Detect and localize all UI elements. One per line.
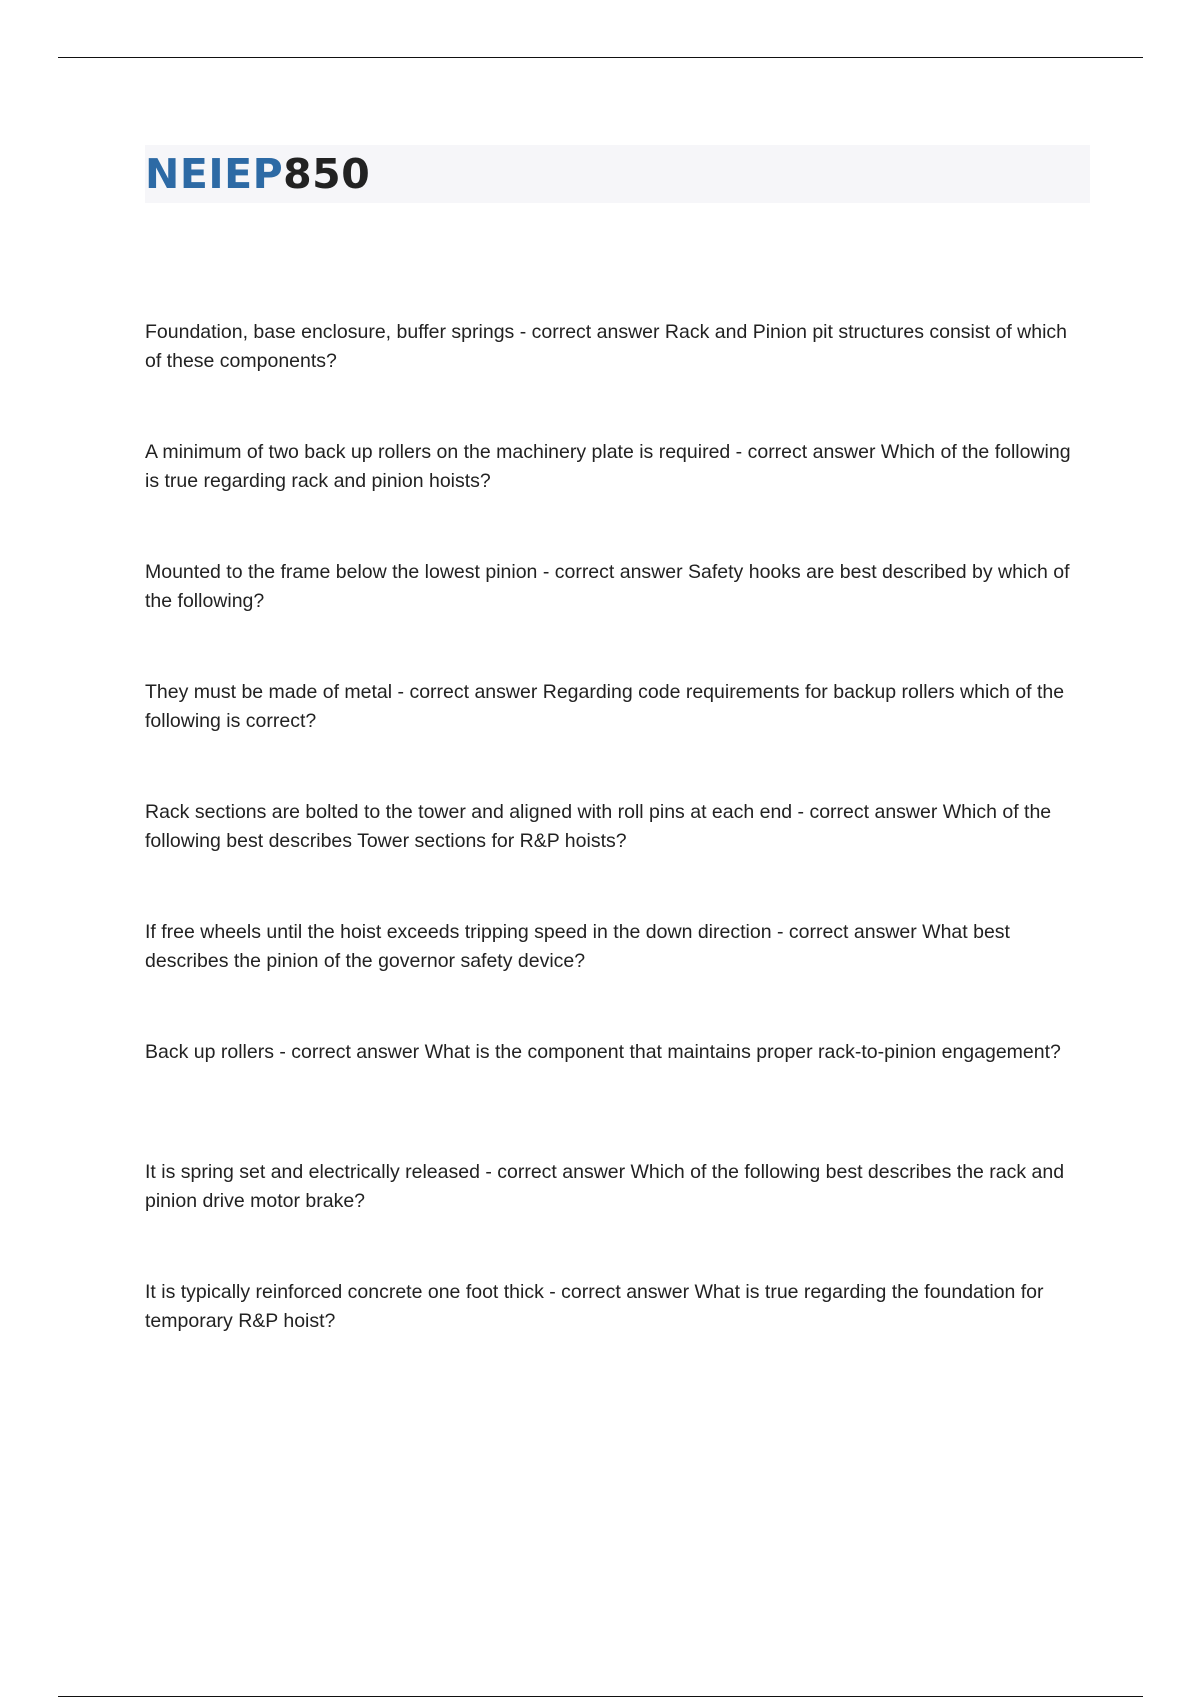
- title-band: [145, 145, 1090, 203]
- qa-item: Rack sections are bolted to the tower and aligned with roll pins at each end - correct answer Which of the following best describes Tower sections for R&P hoists?: [145, 801, 1052, 852]
- qa-list: [145, 318, 1085, 1398]
- qa-item: Mounted to the frame below the lowest pinion - correct answer Safety hooks are best described by which of the following?: [145, 561, 1070, 612]
- qa-item: Back up rollers - correct answer What is the component that maintains proper rack-to-pinion engagement?: [145, 1041, 1061, 1063]
- qa-item: A minimum of two back up rollers on the machinery plate is required - correct answer Which of the following is true regarding rack and pinion hoists?: [145, 441, 1071, 492]
- qa-item: It is spring set and electrically released - correct answer Which of the following best describes the rack and pinion drive motor brake?: [145, 1161, 1065, 1212]
- top-rule: [58, 57, 1143, 58]
- qa-item: Foundation, base enclosure, buffer springs - correct answer Rack and Pinion pit structures consist of which of these components?: [145, 321, 1068, 372]
- qa-item: If free wheels until the hoist exceeds tripping speed in the down direction - correct answer What best describes the pinion of the governor safety device?: [145, 921, 1010, 972]
- document-title: [145, 149, 371, 198]
- title-code: 850: [283, 149, 371, 198]
- qa-item: It is typically reinforced concrete one foot thick - correct answer What is true regarding the foundation for temporary R&P hoist?: [145, 1281, 1044, 1332]
- title-brand: NEIEP: [145, 149, 284, 198]
- bottom-rule: [58, 1696, 1143, 1697]
- qa-item: They must be made of metal - correct answer Regarding code requirements for backup rollers which of the following is correct?: [145, 681, 1065, 732]
